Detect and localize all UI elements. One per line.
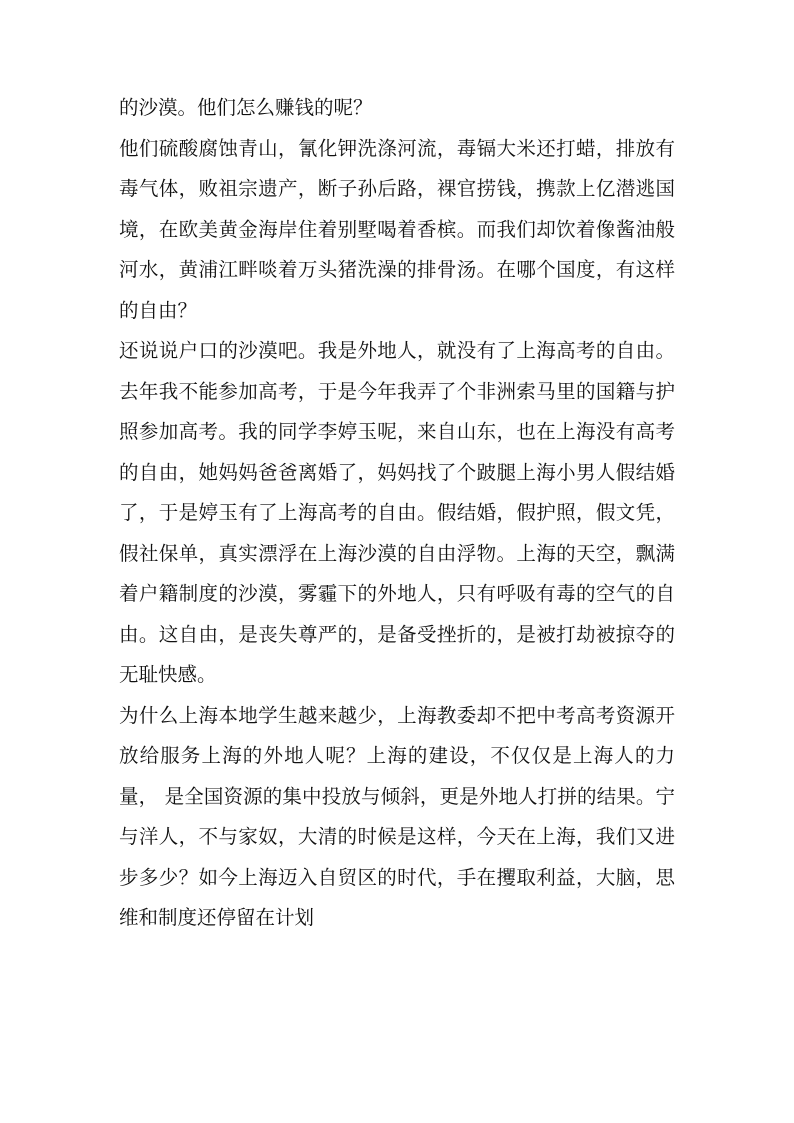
paragraph-2: 他们硫酸腐蚀青山，氰化钾洗涤河流，毒镉大米还打蜡，排放有毒气体，败祖宗遗产，断子孙后路，裸官捞钱，携款上亿潜逃国境，在欧美黄金海岸住着别墅喝着香槟。而我们却饮着像酱油般河水，黄浦江畔啖着万头猪洗澡的排骨汤。在哪个国度，有这样的自由？ bbox=[119, 136, 675, 322]
paragraph-4: 为什么上海本地学生越来越少，上海教委却不把中考高考资源开放给服务上海的外地人呢？上海的建设，不仅仅是上海人的力量， 是全国资源的集中投放与倾斜，更是外地人打拼的结果。宁与洋人，不与家奴，大清的时候是这样，今天在上海，我们又进步多少？如今上海迈入自贸区的时代，手在攫取利益，大脑，思维和制度还停留在计划 bbox=[119, 703, 675, 929]
paragraph-3: 还说说户口的沙漠吧。我是外地人，就没有了上海高考的自由。去年我不能参加高考，于是今年我弄了个非洲索马里的国籍与护照参加高考。我的同学李婷玉呢，来自山东，也在上海没有高考的自由，她妈妈爸爸离婚了，妈妈找了个跛腿上海小男人假结婚了，于是婷玉有了上海高考的自由。假结婚，假护照，假文凭，假社保单，真实漂浮在上海沙漠的自由浮物。上海的天空，飘满着户籍制度的沙漠，雾霾下的外地人，只有呼吸有毒的空气的自由。这自由，是丧失尊严的，是备受挫折的，是被打劫被掠夺的无耻快感。 bbox=[119, 339, 675, 686]
paragraph-1: 的沙漠。他们怎么赚钱的呢？ bbox=[119, 96, 373, 119]
document-body bbox=[119, 88, 675, 939]
